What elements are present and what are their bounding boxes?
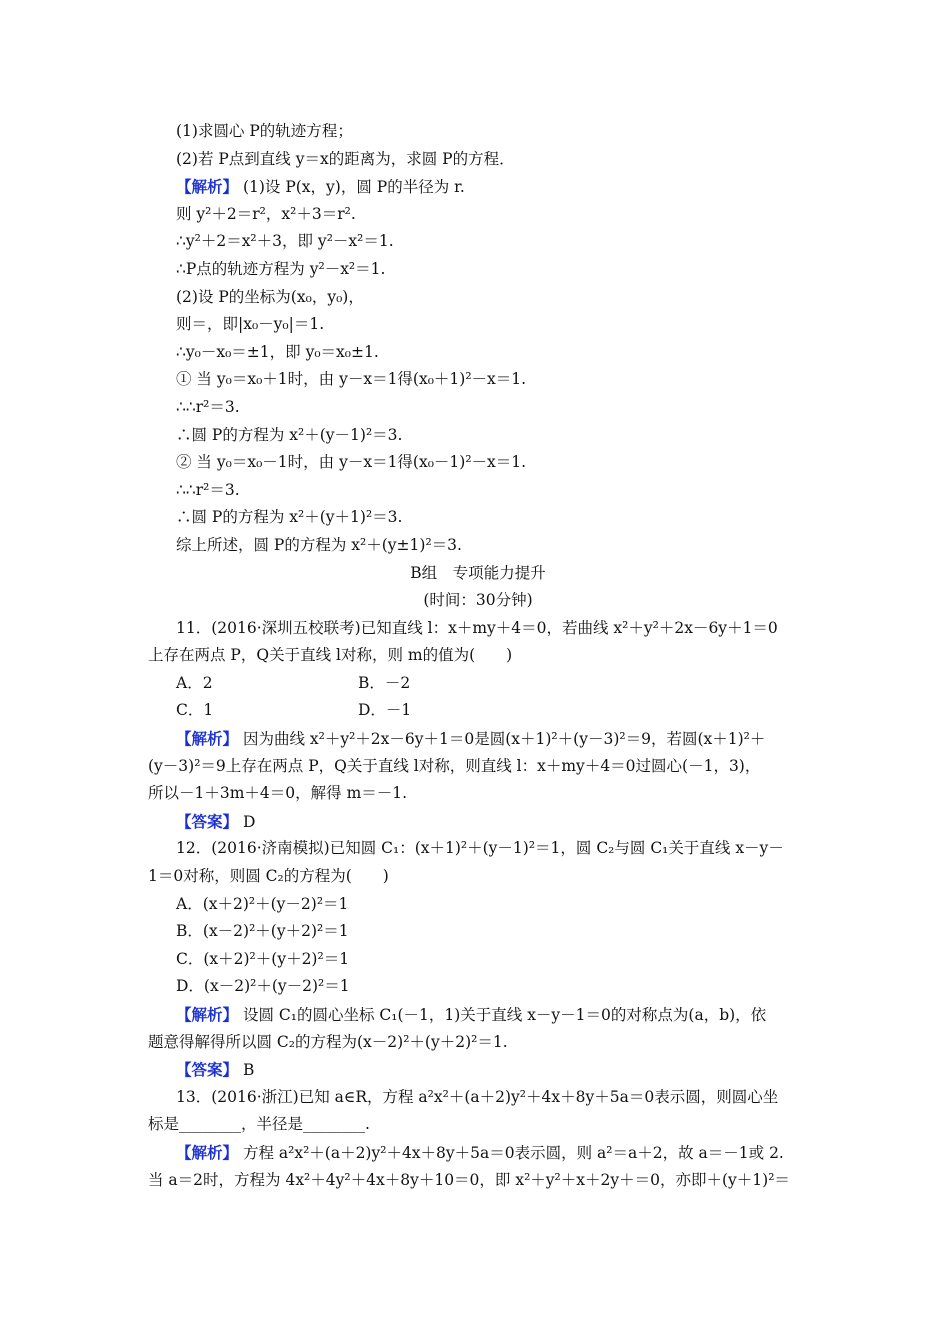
text-line [148,201,808,229]
text-line [148,146,808,174]
document-body [148,118,808,1194]
section-tag: 【解析】 [176,1142,239,1162]
text-line [148,284,808,312]
text-line [148,1029,808,1057]
line-text: ∴y²＋2＝x²＋3，即 y²－x²＝1. [176,232,394,251]
line-text: ① 当 y₀＝x₀＋1时，由 y－x＝1得(x₀＋1)²－x＝1. [176,370,527,389]
line-text: 设圆 C₁的圆心坐标 C₁(－1，1)关于直线 x－y－1＝0的对称点为(a，b)，依 [238,1006,767,1024]
section-tag: 【解析】 [176,177,239,197]
text-line [148,560,808,588]
text-line [148,449,808,477]
text-line [148,615,808,643]
line-text: C．(x＋2)²＋(y＋2)²＝1 [176,949,350,968]
text-line [148,504,808,532]
text-line [148,256,808,284]
line-text: (2)若 P点到直线 y＝x的距离为，求圆 P的方程． [176,149,515,168]
line-text: 所以－1＋3m＋4＝0，解得 m＝－1. [148,784,408,803]
text-line [148,311,808,339]
line-text: B组 专项能力提升 [410,563,546,582]
line-text: 13．(2016·浙江)已知 a∈R，方程 a²x²＋(a＋2)y²＋4x＋8y＋5a＝0表示圆，则圆心坐 [176,1087,779,1106]
text-line [148,1056,808,1084]
text-line [148,532,808,560]
line-text: 当 a＝2时，方程为 4x²＋4y²＋4x＋8y＋10＝0，即 x²＋y²＋x＋2y＋＝0，亦即＋(y＋1)²＝ [148,1170,790,1189]
text-line [148,422,808,450]
line-text: ② 当 y₀＝x₀－1时，由 y－x＝1得(x₀－1)²－x＝1. [176,453,527,472]
section-tag: 【解析】 [176,1005,239,1024]
text-line [148,1139,808,1167]
line-text: ∴y₀－x₀＝±1，即 y₀＝x₀±1. [176,342,379,361]
text-line [148,118,808,146]
text-line [148,946,808,974]
line-text: 综上所述，圆 P的方程为 x²＋(y±1)²＝3. [176,535,462,554]
line-text: D．(x－2)²＋(y－2)²＝1 [176,977,350,996]
line-text: 则＝，即|x₀－y₀|＝1. [176,315,325,334]
line-text: 11．(2016·深圳五校联考)已知直线 l：x＋my＋4＝0，若曲线 x²＋y²＋2x－6y＋1＝0 [176,618,778,637]
text-line [148,1111,808,1139]
line-text: (时间：30分钟) [423,591,533,610]
text-line [148,228,808,256]
line-text: 12．(2016·济南模拟)已知圆 C₁：(x＋1)²＋(y－1)²＝1，圆 C₂与圆 C₁关于直线 x－y－ [176,839,784,858]
answer-option: B．－2 [358,673,411,692]
line-text: ∴∴r²＝3. [176,397,240,416]
answer-option: D．－1 [358,701,412,720]
text-line [148,1167,808,1195]
text-line [148,670,808,698]
text-line [148,587,808,615]
text-line [148,725,808,753]
section-tag: 【解析】 [176,729,239,749]
line-text: ∴∴r²＝3. [176,480,240,499]
line-text: 上存在两点 P，Q关于直线 l对称，则 m的值为( ) [148,646,513,665]
line-text: 则 y²＋2＝r²，x²＋3＝r². [176,204,356,223]
text-line [148,835,808,863]
text-line [148,753,808,781]
text-line [148,780,808,808]
text-line [148,863,808,891]
text-line [148,697,808,725]
text-line [148,1001,808,1029]
text-line [148,808,808,836]
line-text: 因为曲线 x²＋y²＋2x－6y＋1＝0是圆(x＋1)²＋(y－3)²＝9，若圆(x＋1)²＋ [238,730,766,749]
text-line [148,973,808,1001]
section-tag: 【答案】 [176,1060,239,1080]
line-text: 标是________，半径是________. [148,1115,370,1134]
line-text: B [238,1061,255,1080]
line-text: A．(x＋2)²＋(y－2)²＝1 [176,894,349,913]
line-text: (y－3)²＝9上存在两点 P，Q关于直线 l对称，则直线 l：x＋my＋4＝0过圆心(－1，3)， [148,756,761,775]
text-line [148,173,808,201]
line-text: (1)设 P(x，y)，圆 P的半径为 r. [238,178,465,197]
line-text: D [238,812,256,831]
line-text: (1)求圆心 P的轨迹方程； [176,122,353,140]
text-line [148,366,808,394]
text-line [148,394,808,422]
text-line [148,891,808,919]
text-line [148,642,808,670]
answer-option: A．2 [176,673,213,692]
text-line [148,477,808,505]
line-text: (2)设 P的坐标为(x₀，y₀)， [176,287,364,306]
line-text: 题意得解得所以圆 C₂的方程为(x－2)²＋(y＋2)²＝1. [148,1032,508,1051]
line-text: ∴圆 P的方程为 x²＋(y＋1)²＝3. [176,508,403,527]
line-text: 1＝0对称，则圆 C₂的方程为( ) [148,867,389,886]
line-text: 方程 a²x²＋(a＋2)y²＋4x＋8y＋5a＝0表示圆，则 a²＝a＋2，故 a＝－1或 2. [238,1143,784,1162]
line-text: ∴圆 P的方程为 x²＋(y－1)²＝3. [176,425,403,444]
answer-option: C．1 [176,701,214,720]
text-line [148,339,808,367]
text-line [148,918,808,946]
section-tag: 【答案】 [176,811,239,831]
line-text: B．(x－2)²＋(y＋2)²＝1 [176,922,349,941]
line-text: ∴P点的轨迹方程为 y²－x²＝1. [176,259,386,278]
text-line [148,1084,808,1112]
